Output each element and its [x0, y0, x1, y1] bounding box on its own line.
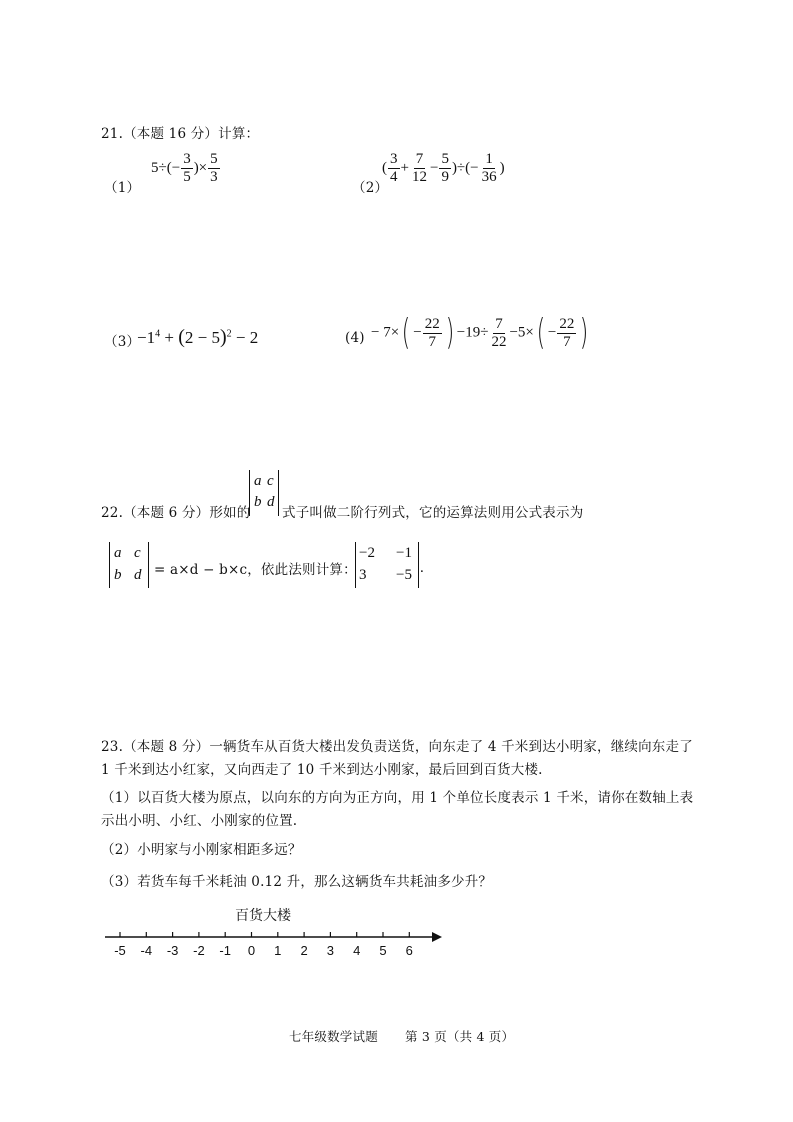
q21-part4-label: (4) [345, 330, 365, 346]
number-line-tick-label: -1 [219, 943, 231, 958]
q23-line1: 23.（本题 8 分）一辆货车从百货大楼出发负责送货，向东走了 4 千米到达小明家，继续向东走了 [101, 739, 693, 755]
det-entry-b: b [254, 494, 262, 510]
q22-determinant-definition [109, 542, 149, 588]
q22-heading-prefix [101, 501, 250, 521]
q21-part4-expression: − 7×( − $\frac{22}{7}$ ) −19÷ $\frac{7}{22}$ −5×( − $\frac{22}{7}$ ) [371, 312, 589, 353]
number-line-tick-label: 6 [405, 943, 413, 958]
q21-part2-label: （2） [352, 180, 389, 196]
footer-page-number: 第 3 页（共 4 页） [405, 1029, 515, 1044]
q23-sub1-line2: 示出小明、小红、小刚家的位置. [101, 813, 298, 829]
q21-heading: 21.（本题 16 分）计算： [101, 126, 260, 142]
q21-part3-label: （3） [104, 334, 141, 350]
number-line-tick-label: 1 [274, 943, 282, 958]
det-entry-d: d [267, 494, 275, 510]
q22-formula: = a×d − b×c，依此法则计算： [154, 562, 357, 578]
calc-entry-4: −5 [396, 567, 412, 583]
q22-end-mark: . [420, 560, 424, 576]
q21-part2-expression: ( $\frac{3}{4}$ + $\frac{7}{12}$ − $\frac{5}{9}$ )÷(− $\frac{1}{36}$ ) [382, 151, 505, 185]
q22-heading-prefix-text: 22.（本题 6 分）形如的 [101, 505, 251, 521]
calc-entry-3: 3 [359, 567, 367, 583]
q23-sub2: （2）小明家与小刚家相距多远？ [101, 842, 302, 858]
number-line-tick-label: -5 [114, 943, 126, 958]
number-line-tick-label: -4 [140, 943, 153, 958]
number-line-origin-label: 百货大楼 [235, 908, 291, 924]
footer-subject: 七年级数学试题 [289, 1029, 378, 1044]
q22-heading-suffix: 式子叫做二阶行列式，它的运算法则用公式表示为 [282, 505, 584, 521]
number-line-ticks [114, 932, 413, 958]
calc-entry-1: −2 [359, 545, 375, 561]
def-entry-b: b [114, 567, 122, 583]
number-line-arrow-icon [432, 932, 442, 942]
q21-part1-expression: 5÷(− $\frac{3}{5}$ )× $\frac{5}{3}$ [151, 151, 218, 185]
def-entry-c: c [134, 545, 141, 561]
det-entry-a: a [254, 473, 262, 489]
number-line-tick-label: -2 [193, 943, 205, 958]
def-entry-d: d [134, 567, 142, 583]
number-line-tick-label: 4 [353, 943, 361, 958]
number-line [100, 925, 450, 965]
q23-sub3: （3）若货车每千米耗油 0.12 升，那么这辆货车共耗油多少升？ [101, 874, 493, 890]
q22-determinant-form [249, 470, 279, 516]
number-line-tick-label: 5 [379, 943, 387, 958]
number-line-tick-label: 3 [326, 943, 335, 958]
def-entry-a: a [114, 545, 122, 561]
number-line-tick-label: 0 [247, 943, 256, 958]
q22-calc-determinant [355, 542, 419, 588]
number-line-tick-label: -3 [166, 943, 179, 958]
q21-part3-expression: $-1^4 + (2 - 5)^2 - 2$ [137, 326, 259, 348]
det-entry-c: c [267, 473, 274, 489]
q23-sub1-line1: （1）以百货大楼为原点，以向东的方向为正方向，用 1 个单位长度表示 1 千米，请你在数轴上表 [101, 790, 694, 806]
q21-part1-label: （1） [104, 180, 141, 196]
number-line-tick-label: 2 [300, 943, 308, 958]
calc-entry-2: −1 [396, 545, 412, 561]
q23-line2: 1 千米到达小红家，又向西走了 10 千米到达小刚家，最后回到百货大楼. [101, 762, 543, 778]
